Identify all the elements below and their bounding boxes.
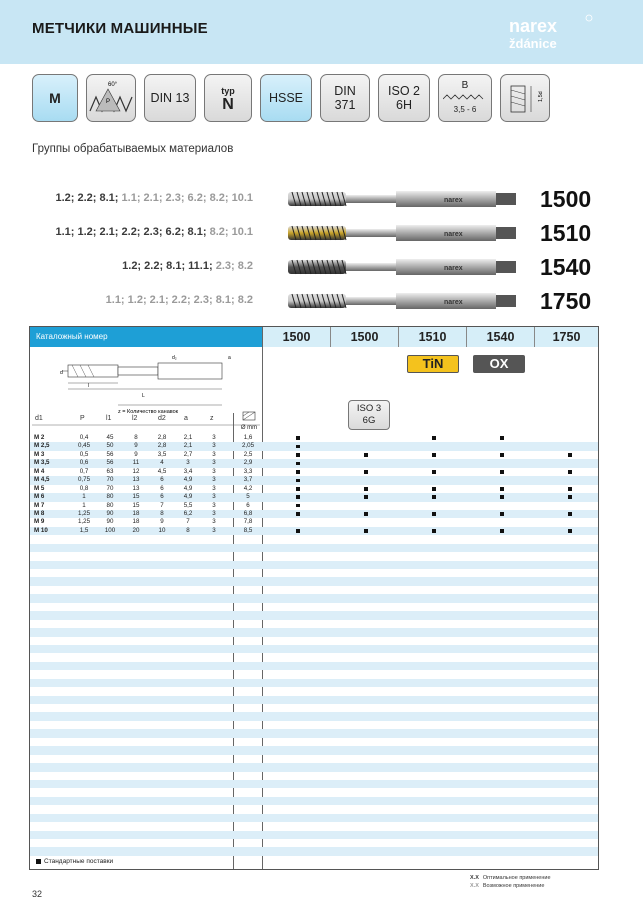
table-row (30, 493, 598, 501)
table-row (30, 637, 598, 645)
table-row (30, 847, 598, 855)
cell-drill: 2,5 (243, 450, 253, 458)
table-row (30, 788, 598, 796)
table-row (30, 712, 598, 720)
material-groups-label: Группы обрабатываемых материалов (32, 143, 234, 155)
cell-P: 0,6 (79, 459, 89, 467)
svg-text:d: d (60, 370, 63, 376)
product-row (0, 284, 643, 318)
table-row (30, 755, 598, 763)
cell-d2: 6 (160, 493, 164, 501)
cell-l1: 63 (106, 467, 114, 475)
table-row (30, 518, 598, 526)
cell-d2: 4 (160, 459, 164, 467)
catalog-number: 1510 (398, 327, 466, 347)
cell-a: 4,9 (183, 476, 193, 484)
table-row (30, 679, 598, 687)
table-row (30, 603, 598, 611)
availability-marker (500, 529, 504, 533)
cell-drill: 4,2 (243, 484, 253, 492)
drill-icon (235, 411, 263, 433)
cell-z: 3 (212, 434, 216, 441)
cell-z: 3 (212, 493, 216, 501)
availability-marker (364, 512, 368, 516)
hsse-icon: HSSE (260, 74, 312, 122)
cell-P: 0,8 (79, 484, 89, 492)
cell-z: 3 (212, 509, 216, 517)
table-row (30, 814, 598, 822)
cell-l2: 13 (132, 476, 140, 484)
specification-table (29, 326, 599, 870)
availability-marker (296, 512, 300, 516)
product-code: 1540 (540, 254, 592, 280)
standard-marker-icon (36, 859, 41, 864)
table-row (30, 468, 598, 476)
availability-marker (432, 453, 436, 457)
table-row (30, 442, 598, 450)
cell-a: 2,1 (183, 442, 193, 450)
product-row (0, 250, 643, 284)
table-row (30, 805, 598, 813)
availability-marker (568, 470, 572, 474)
availability-marker (568, 453, 572, 457)
svg-text:narex: narex (444, 265, 463, 272)
table-row (30, 569, 598, 577)
table-row (30, 620, 598, 628)
cell-d2: 10 (158, 526, 166, 534)
page-title: МЕТЧИКИ МАШИННЫЕ (32, 20, 208, 37)
cell-l2: 9 (134, 442, 138, 450)
tap-image (284, 187, 520, 211)
legend-usage: X.X Оптимальное применение X.X Возможное применение (470, 875, 551, 889)
table-row (30, 729, 598, 737)
column-header: z (210, 415, 214, 422)
availability-marker (500, 495, 504, 499)
table-row (30, 535, 598, 543)
narex-logo (505, 12, 595, 54)
availability-marker (500, 470, 504, 474)
availability-marker (296, 445, 300, 449)
cell-d1: M 10 (34, 526, 48, 534)
table-row (30, 687, 598, 695)
cell-z: 3 (212, 518, 216, 526)
cell-P: 1 (82, 493, 86, 501)
table-rows (30, 434, 598, 864)
table-row (30, 780, 598, 788)
availability-marker (432, 436, 436, 440)
legend-standard: Стандартные поставки (36, 858, 113, 865)
cell-a: 8 (186, 526, 190, 534)
cell-drill: 7,8 (243, 518, 253, 526)
cell-l2: 13 (132, 484, 140, 492)
type-n-icon: typ N (204, 74, 252, 122)
page-number: 32 (32, 889, 43, 899)
product-code: 1510 (540, 220, 592, 246)
cell-P: 1 (82, 501, 86, 509)
cell-P: 0,4 (79, 434, 89, 441)
product-row (0, 216, 643, 250)
cell-a: 2,7 (183, 450, 193, 458)
cell-drill: 1,6 (243, 434, 253, 441)
cell-d2: 6 (160, 484, 164, 492)
availability-marker (432, 495, 436, 499)
table-row (30, 628, 598, 636)
table-row (30, 451, 598, 459)
column-header: l2 (132, 415, 138, 422)
cell-P: 0,45 (77, 442, 91, 450)
material-groups: 1.2; 2.2; 8.1; 11.1; 2.3; 8.2 (122, 260, 253, 272)
column-header: P (80, 415, 85, 422)
cell-l2: 18 (132, 518, 140, 526)
cell-l1: 100 (104, 526, 116, 534)
availability-marker (500, 512, 504, 516)
cell-drill: 8,5 (243, 526, 253, 534)
availability-marker (432, 470, 436, 474)
table-row (30, 645, 598, 653)
tap-image (284, 289, 520, 313)
column-header: d1 (35, 415, 43, 422)
svg-text:z = Количество канавок: z = Количество канавок (118, 409, 179, 415)
column-header: d2 (158, 415, 166, 422)
cell-P: 0,75 (77, 476, 91, 484)
cell-d2: 2,8 (157, 442, 167, 450)
material-groups: 1.1; 1.2; 2.1; 2.2; 2.3; 8.1; 8.2 (105, 294, 253, 306)
drill-label: Ø mm (240, 425, 258, 431)
cell-z: 3 (212, 467, 216, 475)
cell-a: 3 (186, 459, 190, 467)
cell-l1: 45 (106, 434, 114, 441)
cell-drill: 3,7 (243, 476, 253, 484)
cell-l2: 8 (134, 434, 138, 441)
material-groups: 1.2; 2.2; 8.1; 1.1; 2.1; 2.3; 6.2; 8.2; 10.1 (55, 192, 253, 204)
cell-d1: M 8 (34, 509, 45, 517)
cell-d2: 9 (160, 518, 164, 526)
blind-hole-icon: B 3,5 - 6 (438, 74, 492, 122)
cell-d2: 4,5 (157, 467, 167, 475)
table-row (30, 738, 598, 746)
cell-P: 0,5 (79, 450, 89, 458)
cell-drill: 5 (246, 493, 250, 501)
table-row (30, 476, 598, 484)
svg-text:1,5d: 1,5d (538, 91, 544, 102)
cell-a: 4,9 (183, 484, 193, 492)
table-row (30, 856, 598, 864)
table-row (30, 839, 598, 847)
thread-m-icon: M (32, 74, 78, 122)
svg-text:60°: 60° (108, 82, 118, 88)
cell-d1: M 2,5 (34, 442, 50, 450)
cell-a: 4,9 (183, 493, 193, 501)
svg-text:narex: narex (509, 16, 558, 36)
table-row (30, 704, 598, 712)
material-groups: 1.1; 1.2; 2.1; 2.2; 2.3; 6.2; 8.1; 8.2; 10.1 (55, 226, 253, 238)
svg-text:ždánice: ždánice (509, 36, 557, 51)
availability-marker (364, 487, 368, 491)
cell-d1: M 9 (34, 518, 45, 526)
cell-l1: 70 (106, 484, 114, 492)
availability-marker (568, 487, 572, 491)
svg-text:L: L (142, 393, 145, 399)
table-row (30, 772, 598, 780)
cell-d1: M 2 (34, 434, 45, 441)
availability-marker (500, 453, 504, 457)
availability-marker (364, 495, 368, 499)
availability-marker (364, 529, 368, 533)
cell-l2: 9 (134, 450, 138, 458)
availability-marker (296, 436, 300, 440)
cell-P: 1,5 (79, 526, 89, 534)
cell-l2: 11 (132, 459, 140, 467)
cell-l2: 20 (132, 526, 140, 534)
availability-marker (364, 470, 368, 474)
table-row (30, 662, 598, 670)
table-row (30, 544, 598, 552)
cell-d2: 6 (160, 476, 164, 484)
cell-d1: M 4 (34, 467, 45, 475)
cell-l2: 18 (132, 509, 140, 517)
cell-a: 2,1 (183, 434, 193, 441)
availability-marker (296, 479, 300, 483)
cell-l1: 50 (106, 442, 114, 450)
availability-marker (432, 512, 436, 516)
cell-l2: 12 (132, 467, 140, 475)
depth-icon (500, 74, 550, 122)
cell-z: 3 (212, 526, 216, 534)
din371-icon: DIN 371 (320, 74, 370, 122)
cell-l1: 80 (106, 501, 114, 509)
cell-l1: 90 (106, 509, 114, 517)
cell-z: 3 (212, 501, 216, 509)
feature-icons (30, 74, 630, 126)
availability-marker (432, 487, 436, 491)
column-header: a (184, 415, 188, 422)
availability-marker (296, 504, 300, 508)
iso2-icon: ISO 2 6H (378, 74, 430, 122)
availability-marker (296, 453, 300, 457)
table-row (30, 721, 598, 729)
cell-d1: M 5 (34, 484, 45, 492)
cell-P: 0,7 (79, 467, 89, 475)
cell-z: 3 (212, 476, 216, 484)
svg-text:P: P (106, 99, 111, 105)
cell-drill: 3,3 (243, 467, 253, 475)
iso3-badge: ISO 3 6G (348, 400, 390, 430)
cell-drill: 2,9 (243, 459, 253, 467)
table-row (30, 502, 598, 510)
coating-tin-badge: TiN (407, 355, 459, 373)
availability-marker (432, 529, 436, 533)
cell-drill: 6 (246, 501, 250, 509)
cell-z: 3 (212, 442, 216, 450)
cell-l1: 56 (106, 459, 114, 467)
table-row (30, 459, 598, 467)
cell-d1: M 3 (34, 450, 45, 458)
column-header: l1 (106, 415, 112, 422)
cell-d2: 2,8 (157, 434, 167, 441)
table-row (30, 485, 598, 493)
svg-text:narex: narex (444, 197, 463, 204)
product-row (0, 182, 643, 216)
table-row (30, 552, 598, 560)
cell-P: 1,25 (77, 509, 91, 517)
table-row (30, 653, 598, 661)
cell-d1: M 7 (34, 501, 45, 509)
tap-drawing (32, 349, 260, 435)
cell-d2: 8 (160, 509, 164, 517)
table-row (30, 822, 598, 830)
cell-l1: 70 (106, 476, 114, 484)
cell-z: 3 (212, 484, 216, 492)
availability-marker (500, 487, 504, 491)
table-row (30, 510, 598, 518)
catalog-number: 1500 (262, 327, 330, 347)
table-row (30, 577, 598, 585)
cell-l2: 15 (132, 501, 140, 509)
availability-marker (296, 462, 300, 466)
table-row (30, 746, 598, 754)
catalog-number: 1540 (466, 327, 534, 347)
product-code: 1750 (540, 288, 592, 314)
svg-text:d₂: d₂ (172, 355, 177, 361)
cell-d1: M 4,5 (34, 476, 50, 484)
availability-marker (296, 495, 300, 499)
thread-profile-icon (86, 74, 136, 122)
page-header (0, 0, 643, 64)
cell-d1: M 3,5 (34, 459, 50, 467)
svg-text:narex: narex (444, 231, 463, 238)
availability-marker (568, 512, 572, 516)
cell-a: 3,4 (183, 467, 193, 475)
cell-P: 1,25 (77, 518, 91, 526)
svg-text:a: a (228, 355, 231, 361)
cell-z: 3 (212, 459, 216, 467)
din13-icon: DIN 13 (144, 74, 196, 122)
table-row (30, 696, 598, 704)
catalog-number: 1750 (534, 327, 598, 347)
table-row (30, 797, 598, 805)
svg-text:l: l (88, 383, 90, 389)
availability-marker (568, 529, 572, 533)
coating-ox-badge: OX (473, 355, 525, 373)
table-row (30, 611, 598, 619)
cell-d1: M 6 (34, 493, 45, 501)
cell-d2: 3,5 (157, 450, 167, 458)
table-row (30, 586, 598, 594)
catalog-number: 1500 (330, 327, 398, 347)
cell-d2: 7 (160, 501, 164, 509)
table-row (30, 561, 598, 569)
table-row (30, 763, 598, 771)
table-row (30, 831, 598, 839)
table-row (30, 594, 598, 602)
catalog-label: Каталожный номер (36, 332, 108, 341)
cell-l2: 15 (132, 493, 140, 501)
availability-marker (296, 487, 300, 491)
cell-a: 5,5 (183, 501, 193, 509)
cell-drill: 2,05 (241, 442, 255, 450)
svg-text:narex: narex (444, 299, 463, 306)
cell-drill: 6,8 (243, 509, 253, 517)
table-row (30, 527, 598, 535)
availability-marker (500, 436, 504, 440)
cell-l1: 56 (106, 450, 114, 458)
cell-a: 6,2 (183, 509, 193, 517)
cell-l1: 90 (106, 518, 114, 526)
table-row (30, 434, 598, 442)
availability-marker (296, 529, 300, 533)
cell-z: 3 (212, 450, 216, 458)
product-code: 1500 (540, 186, 592, 212)
tap-image (284, 255, 520, 279)
availability-marker (296, 470, 300, 474)
cell-l1: 80 (106, 493, 114, 501)
tap-image (284, 221, 520, 245)
availability-marker (568, 495, 572, 499)
availability-marker (364, 453, 368, 457)
cell-a: 7 (186, 518, 190, 526)
table-row (30, 670, 598, 678)
